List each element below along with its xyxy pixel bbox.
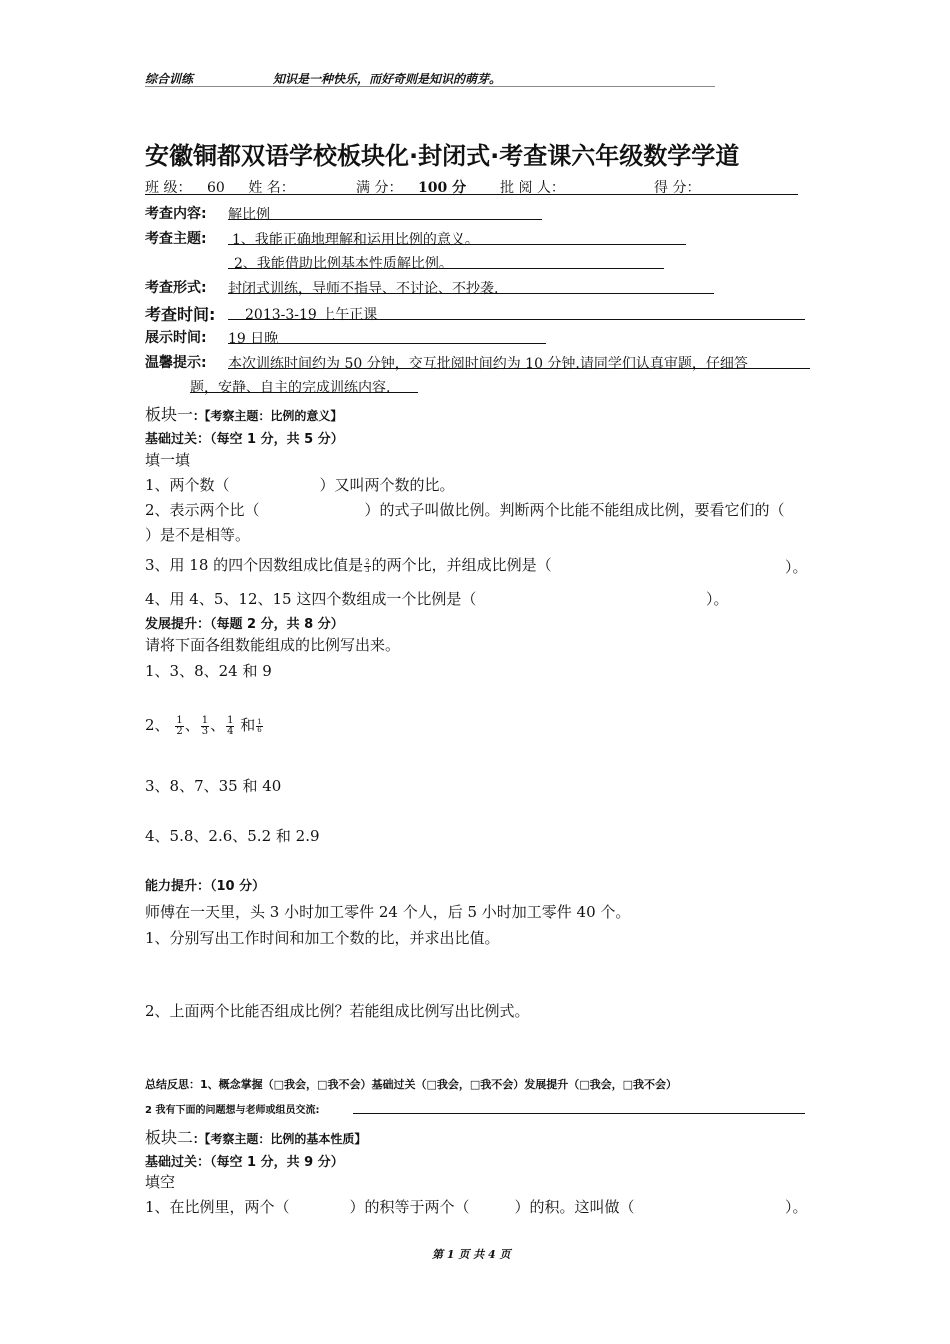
tip-line-1: 本次训练时间约为 50 分钟，交互批阅时间约为 10 分钟.请同学们认真审题，仔细答 xyxy=(228,356,748,372)
content-underline xyxy=(228,219,542,220)
time-value: 2013-3-19 上午正课 xyxy=(245,307,378,323)
page-title: 安徽铜都双语学校板块化·封闭式·考查课六年级数学学道 xyxy=(145,142,740,170)
theme-2: 2、我能借助比例基本性质解比例。 xyxy=(234,256,453,272)
s1-d2: 2、 $\frac{1}{2}$ 、 $\frac{1}{3}$ 、 $\frac{1}{4}$ 和 $\frac{1}{6}$ xyxy=(145,714,262,737)
fraction-two-thirds: $\frac{2}{3}$ xyxy=(365,557,370,574)
s1-q3-post: 的两个比，并组成比例是（ xyxy=(371,556,552,574)
s1-q3 xyxy=(145,554,552,575)
show-value: 19 日晚 xyxy=(228,331,279,347)
time-underline xyxy=(228,319,805,320)
theme-label: 考查主题: xyxy=(145,231,207,247)
s1-q3-end: ）。 xyxy=(785,558,808,576)
section2-title: 板块二: xyxy=(145,1128,199,1147)
header-motto: 知识是一种快乐，而好奇则是知识的萌芽。 xyxy=(273,72,502,86)
s1-q1: 1、两个数（ ）又叫两个数的比。 xyxy=(145,476,455,494)
section2-basic-label: 基础过关：（每空 1 分，共 9 分） xyxy=(145,1155,344,1170)
fraction-one-quarter: $\frac{1}{4}$ xyxy=(227,714,234,737)
theme-1: 1、我能正确地理解和运用比例的意义。 xyxy=(232,232,479,248)
meta-underline xyxy=(145,194,798,195)
section1-basic-label: 基础过关：（每空 1 分，共 5 分） xyxy=(145,432,344,447)
section1-theme: 【考察主题：比例的意义】 xyxy=(198,409,343,423)
form-label: 考查形式: xyxy=(145,280,207,296)
full-label: 满 分： xyxy=(356,180,403,196)
form-value: 封闭式训练，导师不指导、不讨论、不抄袭. xyxy=(228,281,499,297)
score-label: 得 分： xyxy=(654,180,701,196)
class-value: 60 xyxy=(206,180,225,196)
section1-dev-intro: 请将下面各组数能组成的比例写出来。 xyxy=(145,636,401,654)
section1-ability-intro: 师傅在一天里，头 3 小时加工零件 24 个人，后 5 小时加工零件 40 个。 xyxy=(145,903,631,921)
question-line-underline xyxy=(353,1113,805,1114)
content-value: 解比例 xyxy=(228,207,270,223)
section2-heading xyxy=(145,1125,366,1148)
s1-a1: 1、分别写出工作时间和加工个数的比，并求出比值。 xyxy=(145,929,500,947)
s1-d4: 4、5.8、2.6、5.2 和 2.9 xyxy=(145,827,320,845)
section1-heading xyxy=(145,402,342,425)
s2-q1-pre: 1、在比例里，两个（ ）的积等于两个（ ）的积。这叫做（ xyxy=(145,1198,635,1216)
show-underline xyxy=(228,343,546,344)
theme-2-underline xyxy=(228,268,664,269)
section1-fill: 填一填 xyxy=(145,451,191,469)
s1-d1: 1、3、8、24 和 9 xyxy=(145,662,272,680)
page-footer: 第 1 页 共 4 页 xyxy=(432,1248,511,1261)
question-line-label: 2 我有下面的问题想与老师或组员交流: xyxy=(145,1105,320,1116)
s1-q2-line1: 2、表示两个比（ ）的式子叫做比例。判断两个比能不能组成比例，要看它们的（ xyxy=(145,501,785,519)
s2-q1-end: ）。 xyxy=(785,1198,808,1216)
s1-q4-end: ）。 xyxy=(706,590,729,608)
section1-ability-label: 能力提升：（10 分） xyxy=(145,879,266,894)
section1-title: 板块一: xyxy=(145,405,199,424)
full-value: 100 分 xyxy=(418,180,467,196)
summary-reflection: 总结反思：1、概念掌握（□我会，□我不会）基础过关（□我会，□我不会）发展提升（□我会，□我不会） xyxy=(145,1078,678,1091)
tip-line-1-underline xyxy=(228,368,810,369)
section2-theme: 【考察主题：比例的基本性质】 xyxy=(198,1132,367,1146)
s1-q4-pre: 4、用 4、5、12、15 这四个数组成一个比例是（ xyxy=(145,590,477,608)
name-label: 姓 名： xyxy=(248,180,295,196)
fraction-one-sixth: $\frac{1}{6}$ xyxy=(257,717,262,734)
show-label: 展示时间: xyxy=(145,330,207,346)
s1-q2-line2: ）是不是相等。 xyxy=(145,526,251,544)
fraction-one-third: $\frac{1}{3}$ xyxy=(201,714,209,737)
tip-line-2: 题，安静、自主的完成训练内容. xyxy=(190,380,391,396)
class-label: 班 级： xyxy=(145,180,192,196)
tip-label: 温馨提示: xyxy=(145,355,207,371)
tip-line-2-underline xyxy=(190,392,418,393)
time-label: 考查时间: xyxy=(145,305,216,324)
header-rule xyxy=(145,86,715,87)
reviewer-label: 批 阅 人： xyxy=(500,180,565,196)
fraction-one-half: $\frac{1}{2}$ xyxy=(176,714,183,737)
section1-dev-label: 发展提升：（每题 2 分，共 8 分） xyxy=(145,617,344,632)
form-underline xyxy=(228,293,714,294)
s1-q3-pre: 3、用 18 的四个因数组成比值是 xyxy=(145,556,364,574)
content-label: 考查内容: xyxy=(145,206,207,222)
header-left: 综合训练 xyxy=(145,72,194,86)
s1-d3: 3、8、7、35 和 40 xyxy=(145,777,282,795)
section2-fill: 填空 xyxy=(145,1173,176,1191)
s1-a2: 2、上面两个比能否组成比例？若能组成比例写出比例式。 xyxy=(145,1002,530,1020)
theme-1-underline xyxy=(228,244,686,245)
